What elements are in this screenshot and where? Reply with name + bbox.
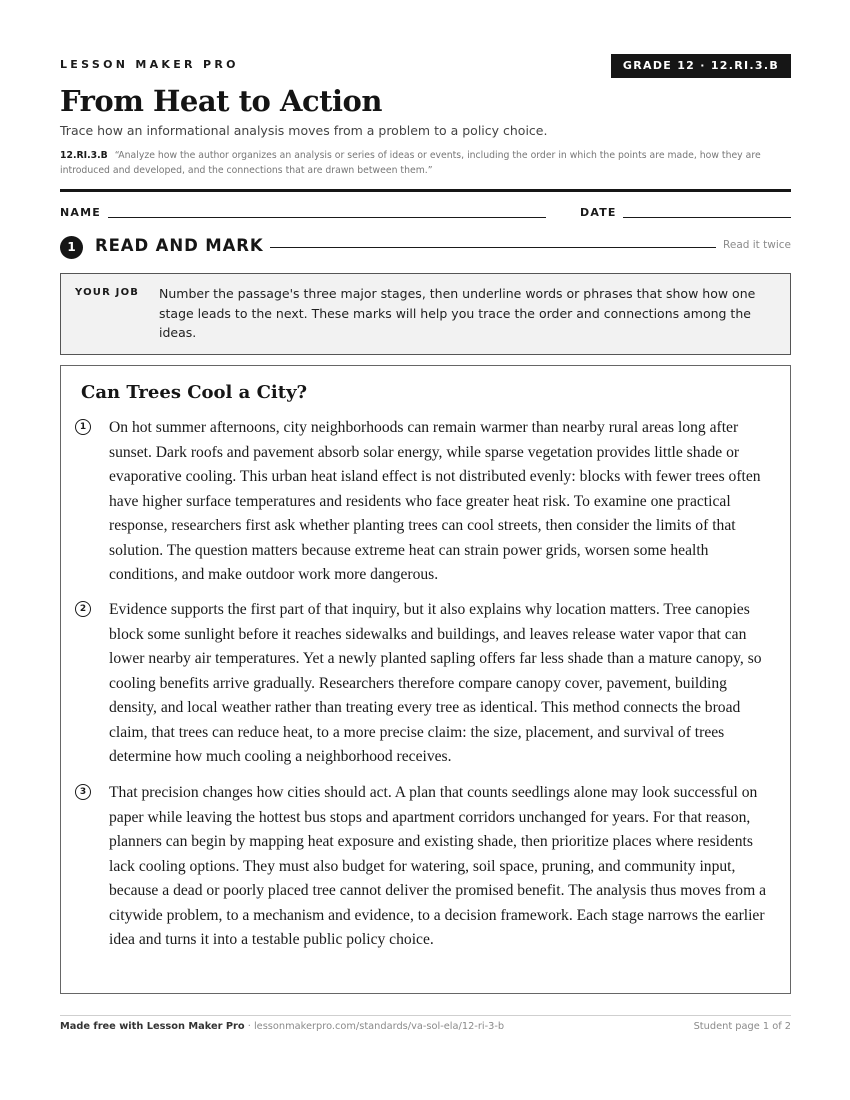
section-number-badge: 1 — [60, 236, 83, 259]
name-field[interactable] — [108, 217, 546, 218]
name-label: NAME — [60, 206, 101, 219]
section-note: Read it twice — [723, 239, 791, 251]
passage-title: Can Trees Cool a City? — [81, 382, 308, 403]
worksheet-page — [60, 0, 791, 1100]
grade-badge: GRADE 12 · 12.RI.3.B — [611, 54, 791, 78]
paragraph-number-marker: 3 — [75, 784, 91, 800]
footer-credit — [60, 1021, 504, 1032]
brand-name: LESSON MAKER PRO — [60, 58, 239, 71]
paragraph-text: That precision changes how cities should act. A plan that counts seedlings alone may look successful on paper while leaving the hottest bus stops and apartment corridors unchanged for years. For that reason, planners can begin by mapping heat exposure and existing shade, then prioritize places where residents lack cooling options. They must also budget for watering, soil space, pruning, and community input, because a dead or poorly placed tree cannot deliver the promised benefit. The analysis thus moves from a citywide problem, to a mechanism and evidence, to a decision framework. Each stage narrows the earlier idea and turns it into a testable public policy choice. — [109, 784, 767, 948]
page-subtitle: Trace how an informational analysis moves from a problem to a policy choice. — [60, 123, 548, 138]
top-bar — [60, 54, 791, 78]
date-label: DATE — [580, 206, 617, 219]
page-title: From Heat to Action — [60, 84, 382, 118]
footer-made-with: Made free with Lesson Maker Pro — [60, 1021, 245, 1032]
paragraph-number-marker: 2 — [75, 601, 91, 617]
instructions-box — [60, 273, 791, 355]
standard-description — [60, 148, 791, 178]
footer-page-number: Student page 1 of 2 — [693, 1021, 791, 1032]
paragraph-text: Evidence supports the first part of that inquiry, but it also explains why location matters. Tree canopies block some sunlight before it reaches sidewalks and buildings, and leaves release water vapor that can lower nearby air temperatures. Yet a newly planted sapling offers far less shade than a mature canopy, so cooling benefits arrive gradually. Researchers therefore compare canopy cover, pavement, building density, and local weather rather than treating every tree as identical. This method connects the broad claim, that trees can reduce heat, to a more precise claim: the size, placement, and survival of trees determine how much cooling a neighborhood receives. — [109, 601, 762, 765]
instructions-text: Number the passage's three major stages, then underline words or phrases that show how one stage leads to the next. These marks will help you trace the order and connections among the ideas. — [159, 286, 756, 340]
section-rule — [270, 247, 716, 248]
student-info-row — [60, 205, 791, 221]
standard-text: “Analyze how the author organizes an analysis or series of ideas or events, including the order in which the points are made, how they are introduced and developed, and the connections that are drawn between them.” — [60, 150, 761, 176]
paragraph-text: On hot summer afternoons, city neighborhoods can remain warmer than nearby rural areas long after sunset. Dark roofs and pavement absorb solar energy, while sparse vegetation provides little shade or evaporative cooling. This urban heat island effect is not distributed evenly: blocks with fewer trees often have higher surface temperatures and residents who face greater heat risk. To examine one practical response, researchers first ask whether planting trees can cool streets, then consider the limits of that solution. The question matters because extreme heat can strain power grids, worsen some health conditions, and make outdoor work more dangerous. — [109, 419, 761, 583]
footer-divider — [60, 1015, 791, 1016]
date-field[interactable] — [623, 217, 791, 218]
instructions-label: YOUR JOB — [75, 287, 140, 298]
section-header — [60, 234, 791, 260]
passage-box — [60, 365, 791, 994]
section-title: READ AND MARK — [95, 236, 264, 255]
standard-code: 12.RI.3.B — [60, 150, 108, 161]
paragraph-number-marker: 1 — [75, 419, 91, 435]
header-divider — [60, 189, 791, 192]
footer-url[interactable]: · lessonmakerpro.com/standards/va-sol-ela/12-ri-3-b — [244, 1021, 505, 1032]
